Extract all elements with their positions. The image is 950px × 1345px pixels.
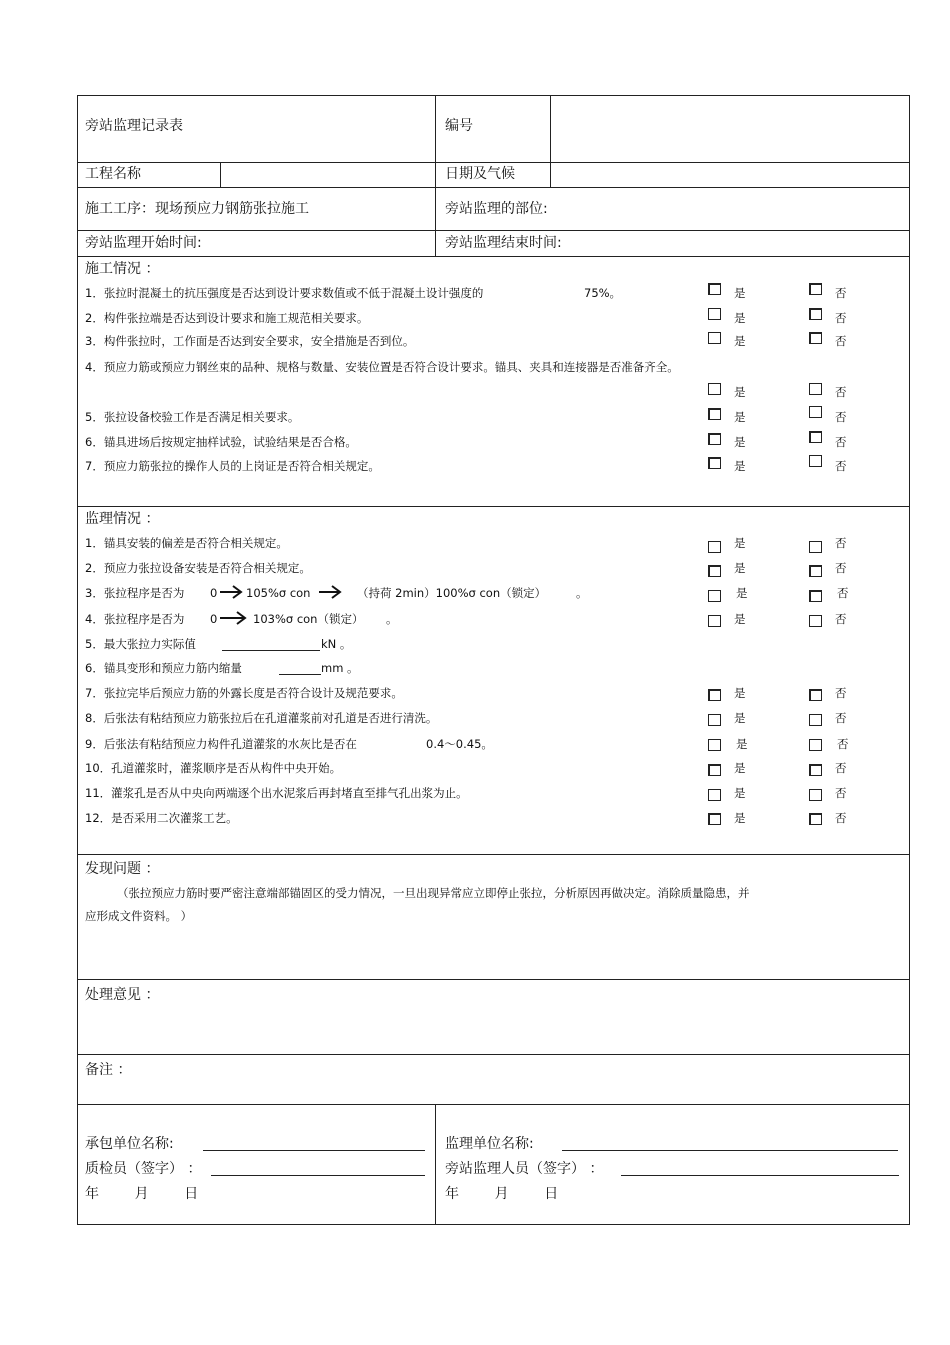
no-checkbox[interactable] <box>809 789 822 801</box>
no-checkbox[interactable] <box>809 431 822 443</box>
yes-checkbox[interactable] <box>708 714 721 726</box>
yes-label: 是 <box>734 311 746 325</box>
yes-checkbox[interactable] <box>708 433 721 445</box>
yes-checkbox[interactable] <box>708 332 721 344</box>
supervision-item-8: 8．后张法有粘结预应力筋张拉后在孔道灌浆前对孔道是否进行清洗。 <box>85 711 438 725</box>
inspector-label: 质检员（签字） ： <box>85 1161 202 1177</box>
yes-checkbox[interactable] <box>708 308 721 320</box>
inspector-signature-field[interactable] <box>211 1175 425 1176</box>
yes-checkbox[interactable] <box>708 764 721 776</box>
yes-label: 是 <box>734 786 746 800</box>
construction-item-1: 1．张拉时混凝土的抗压强度是否达到设计要求数值或不低于混凝土设计强度的 <box>85 286 484 300</box>
arrow-right-icon <box>318 585 344 599</box>
no-label: 否 <box>835 311 847 325</box>
no-checkbox[interactable] <box>809 714 822 726</box>
procedure-hold: （持荷 2min）100%σ con（锁定） <box>357 586 547 600</box>
remarks-title: 备注 ： <box>85 1062 132 1078</box>
yes-checkbox[interactable] <box>708 383 721 395</box>
no-checkbox[interactable] <box>809 332 822 344</box>
yes-checkbox[interactable] <box>708 457 721 469</box>
no-label: 否 <box>837 737 849 751</box>
supervision-item-7: 7．张拉完毕后预应力筋的外露长度是否符合设计及规范要求。 <box>85 686 403 700</box>
form-frame <box>77 95 910 1225</box>
no-label: 否 <box>835 385 847 399</box>
project-name-label: 工程名称 <box>85 166 141 182</box>
yes-checkbox[interactable] <box>708 739 721 751</box>
no-label: 否 <box>835 410 847 424</box>
yes-checkbox[interactable] <box>708 789 721 801</box>
row-divider <box>77 256 910 257</box>
supervision-item-11: 11．灌浆孔是否从中央向两端逐个出水泥浆后再封堵直至排气孔出浆为止。 <box>85 786 468 800</box>
yes-checkbox[interactable] <box>708 283 721 295</box>
no-label: 否 <box>835 786 847 800</box>
strength-percent: 75%。 <box>584 286 622 300</box>
issues-title: 发现问题 ： <box>85 861 160 877</box>
date-right: 年 月 日 <box>445 1186 559 1202</box>
no-checkbox[interactable] <box>809 308 822 320</box>
process-label: 施工工序：现场预应力钢筋张拉施工 <box>85 201 309 217</box>
supervisor-person-label: 旁站监理人员（签字） ： <box>445 1161 604 1177</box>
supervisor-signature-field[interactable] <box>621 1175 899 1176</box>
procedure-step: 105%σ con <box>246 586 311 600</box>
no-checkbox[interactable] <box>809 813 822 825</box>
column-divider <box>435 1104 436 1225</box>
contractor-label: 承包单位名称: <box>85 1136 174 1152</box>
no-checkbox[interactable] <box>809 541 822 553</box>
yes-label: 是 <box>736 737 748 751</box>
yes-label: 是 <box>734 334 746 348</box>
water-cement-ratio: 0.4～0.45。 <box>426 737 493 751</box>
no-checkbox[interactable] <box>809 406 822 418</box>
supervision-item-12: 12．是否采用二次灌浆工艺。 <box>85 811 238 825</box>
max-force-unit: kN 。 <box>321 637 352 651</box>
yes-label: 是 <box>734 711 746 725</box>
yes-label: 是 <box>734 536 746 550</box>
yes-checkbox[interactable] <box>708 615 721 627</box>
yes-checkbox[interactable] <box>708 408 721 420</box>
column-divider <box>550 95 551 187</box>
yes-label: 是 <box>734 459 746 473</box>
supervisor-unit-field[interactable] <box>562 1150 898 1151</box>
procedure-step: 103%σ con（锁定） <box>253 612 364 626</box>
arrow-right-icon <box>219 611 249 625</box>
no-label: 否 <box>835 711 847 725</box>
serial-label: 编号 <box>445 118 473 134</box>
supervision-item-6: 6．锚具变形和预应力筋内缩量 <box>85 661 242 675</box>
supervision-item-1: 1．锚具安装的偏差是否符合相关规定。 <box>85 536 288 550</box>
column-divider <box>220 162 221 187</box>
no-checkbox[interactable] <box>809 590 822 602</box>
yes-checkbox[interactable] <box>708 689 721 701</box>
yes-label: 是 <box>734 811 746 825</box>
supervision-item-2: 2．预应力张拉设备安装是否符合相关规定。 <box>85 561 311 575</box>
procedure-start: 0 <box>210 612 218 626</box>
no-checkbox[interactable] <box>809 739 822 751</box>
supervision-item-10: 10．孔道灌浆时，灌浆顺序是否从构件中央开始。 <box>85 761 342 775</box>
supervision-title: 监理情况 ： <box>85 511 160 527</box>
yes-label: 是 <box>734 686 746 700</box>
end-time-label: 旁站监理结束时间: <box>445 235 562 251</box>
yes-label: 是 <box>734 435 746 449</box>
row-divider <box>77 162 910 163</box>
yes-label: 是 <box>734 561 746 575</box>
section-divider <box>77 1104 910 1105</box>
issues-text-line-1: （张拉预应力筋时要严密注意端部锚固区的受力情况，一旦出现异常应立即停止张拉，分析原因再做决定。消除质量隐患，并 <box>117 886 750 900</box>
section-divider <box>77 1054 910 1055</box>
yes-checkbox[interactable] <box>708 590 721 602</box>
yes-checkbox[interactable] <box>708 813 721 825</box>
row-divider <box>77 187 910 188</box>
location-label: 旁站监理的部位: <box>445 201 548 217</box>
no-checkbox[interactable] <box>809 764 822 776</box>
no-checkbox[interactable] <box>809 383 822 395</box>
supervision-item-9: 9．后张法有粘结预应力构件孔道灌浆的水灰比是否在 <box>85 737 357 751</box>
shrinkage-unit: mm 。 <box>321 661 359 675</box>
arrow-right-icon <box>219 585 245 599</box>
procedure-end: 。 <box>576 586 588 600</box>
section-divider <box>77 506 910 507</box>
no-label: 否 <box>835 459 847 473</box>
section-divider <box>77 854 910 855</box>
no-label: 否 <box>835 435 847 449</box>
no-label: 否 <box>835 761 847 775</box>
no-label: 否 <box>835 334 847 348</box>
no-label: 否 <box>837 586 849 600</box>
no-label: 否 <box>835 686 847 700</box>
yes-label: 是 <box>734 385 746 399</box>
yes-label: 是 <box>736 586 748 600</box>
shrinkage-blank[interactable] <box>279 674 321 675</box>
date-weather-label: 日期及气候 <box>445 166 515 182</box>
yes-checkbox[interactable] <box>708 565 721 577</box>
no-label: 否 <box>835 286 847 300</box>
procedure-start: 0 <box>210 586 218 600</box>
issues-text-line-2: 应形成文件资料。 ） <box>85 909 193 923</box>
date-left: 年 月 日 <box>85 1186 199 1202</box>
supervision-item-4: 4．张拉程序是否为 <box>85 612 185 626</box>
no-checkbox[interactable] <box>809 565 822 577</box>
construction-item-2: 2．构件张拉端是否达到设计要求和施工规范相关要求。 <box>85 311 369 325</box>
no-checkbox[interactable] <box>809 283 822 295</box>
row-divider <box>77 230 910 231</box>
section-divider <box>77 979 910 980</box>
construction-item-3: 3．构件张拉时，工作面是否达到安全要求，安全措施是否到位。 <box>85 334 415 348</box>
construction-item-7: 7．预应力筋张拉的操作人员的上岗证是否符合相关规定。 <box>85 459 380 473</box>
column-divider <box>435 95 436 256</box>
max-force-blank[interactable] <box>222 650 320 651</box>
construction-item-4: 4．预应力筋或预应力钢丝束的品种、规格与数量、安装位置是否符合设计要求。锚具、夹具和连接器是否准备齐全。 <box>85 360 679 374</box>
form-title: 旁站监理记录表 <box>85 118 183 134</box>
supervision-item-3: 3．张拉程序是否为 <box>85 586 185 600</box>
contractor-name-field[interactable] <box>203 1150 425 1151</box>
supervision-item-5: 5．最大张拉力实际值 <box>85 637 196 651</box>
opinion-title: 处理意见 ： <box>85 987 160 1003</box>
no-checkbox[interactable] <box>809 689 822 701</box>
supervisor-unit-label: 监理单位名称: <box>445 1136 534 1152</box>
no-label: 否 <box>835 811 847 825</box>
construction-title: 施工情况 ： <box>85 261 160 277</box>
yes-checkbox[interactable] <box>708 541 721 553</box>
yes-label: 是 <box>734 410 746 424</box>
no-label: 否 <box>835 612 847 626</box>
construction-item-5: 5．张拉设备校验工作是否满足相关要求。 <box>85 410 300 424</box>
no-checkbox[interactable] <box>809 615 822 627</box>
yes-label: 是 <box>734 761 746 775</box>
yes-label: 是 <box>734 286 746 300</box>
procedure-end: 。 <box>386 612 398 626</box>
yes-label: 是 <box>734 612 746 626</box>
construction-item-6: 6．锚具进场后按规定抽样试验，试验结果是否合格。 <box>85 435 357 449</box>
no-label: 否 <box>835 561 847 575</box>
no-label: 否 <box>835 536 847 550</box>
start-time-label: 旁站监理开始时间: <box>85 235 202 251</box>
no-checkbox[interactable] <box>809 455 822 467</box>
